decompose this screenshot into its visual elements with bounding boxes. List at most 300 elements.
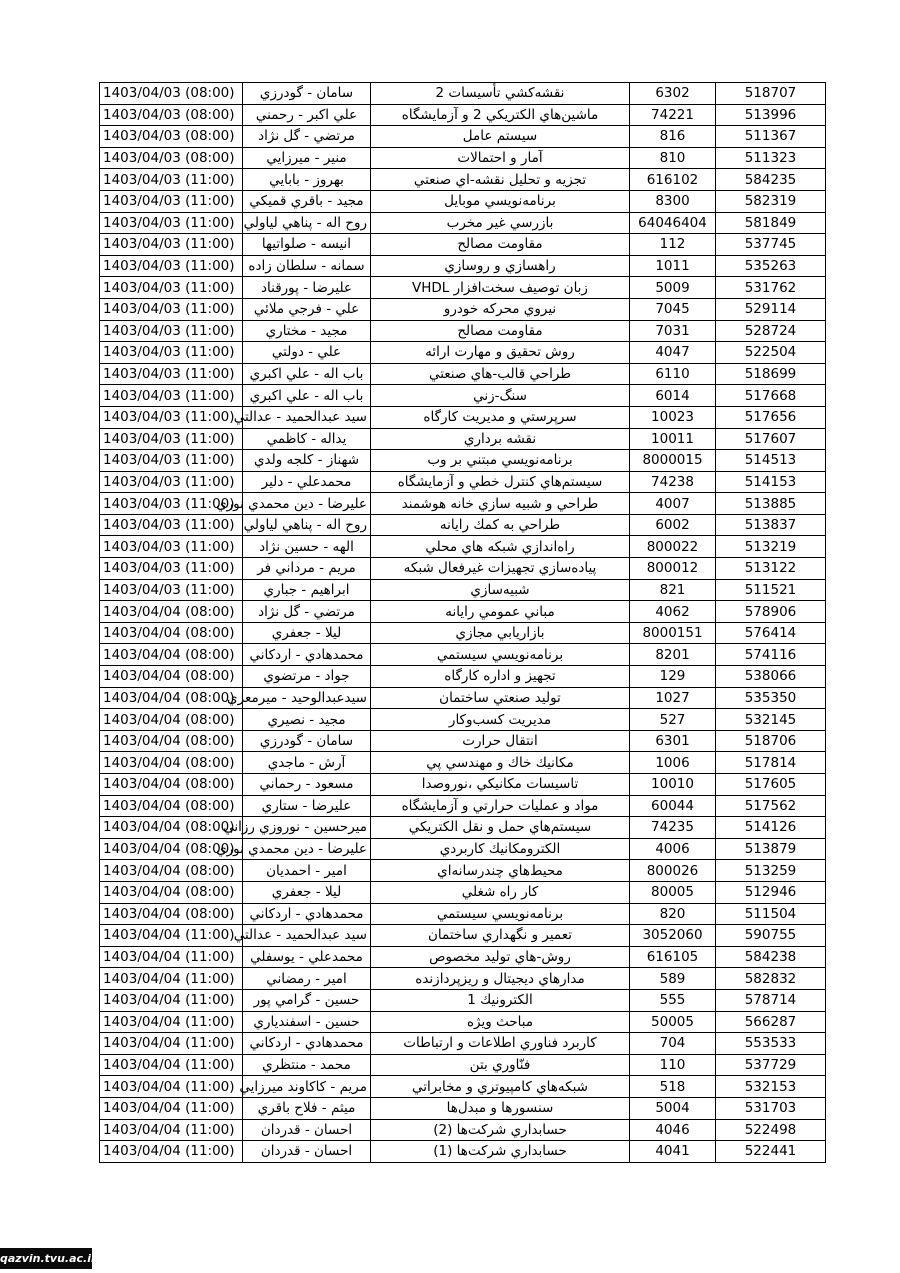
course-name-cell: تجهيز و اداره كارگاه xyxy=(371,666,630,688)
teacher-cell: علي اكبر - رحمني xyxy=(243,104,371,126)
course-id-cell: 584235 xyxy=(716,169,826,191)
teacher-cell: مرتضي - گل نژاد xyxy=(243,126,371,148)
course-name-cell: برنامه‌نويسي مبتني بر وب xyxy=(371,450,630,472)
table-row xyxy=(100,147,826,169)
table-row xyxy=(100,644,826,666)
course-code-cell: 8201 xyxy=(630,644,716,666)
table-row xyxy=(100,601,826,623)
course-name-cell: زبان توصيف سخت‌افزار VHDL xyxy=(371,277,630,299)
course-code-cell: 8000015 xyxy=(630,450,716,472)
exam-time-cell: 1403/04/03 (11:00) xyxy=(100,320,243,342)
course-name-cell: نيروي محركه خودرو xyxy=(371,298,630,320)
course-name-cell: توليد صنعتي ساختمان xyxy=(371,687,630,709)
exam-time-cell: 1403/04/04 (08:00) xyxy=(100,752,243,774)
exam-time-cell: 1403/04/04 (11:00) xyxy=(100,1054,243,1076)
teacher-cell: ليلا - جعفري xyxy=(243,622,371,644)
exam-time-cell: 1403/04/03 (11:00) xyxy=(100,493,243,515)
teacher-cell: شهناز - كلجه ولدي xyxy=(243,450,371,472)
course-code-cell: 589 xyxy=(630,968,716,990)
table-row xyxy=(100,1076,826,1098)
course-name-cell: برنامه‌نويسي سيستمي xyxy=(371,644,630,666)
course-id-cell: 511504 xyxy=(716,903,826,925)
exam-time-cell: 1403/04/03 (11:00) xyxy=(100,298,243,320)
course-code-cell: 8000151 xyxy=(630,622,716,644)
course-name-cell: بازاريابي مجازي xyxy=(371,622,630,644)
course-id-cell: 513837 xyxy=(716,514,826,536)
course-code-cell: 4062 xyxy=(630,601,716,623)
table-row xyxy=(100,774,826,796)
course-code-cell: 74238 xyxy=(630,471,716,493)
course-name-cell: محيط‌هاي چندرسانه‌اي xyxy=(371,860,630,882)
exam-time-cell: 1403/04/03 (11:00) xyxy=(100,385,243,407)
teacher-cell: عليرضا - دين محمدي نوري xyxy=(243,838,371,860)
course-code-cell: 74235 xyxy=(630,817,716,839)
table-row xyxy=(100,989,826,1011)
table-row xyxy=(100,385,826,407)
course-id-cell: 535263 xyxy=(716,255,826,277)
course-name-cell: مكانيك خاك و مهندسي پي xyxy=(371,752,630,774)
table-row xyxy=(100,514,826,536)
exam-time-cell: 1403/04/03 (11:00) xyxy=(100,536,243,558)
course-id-cell: 590755 xyxy=(716,925,826,947)
course-code-cell: 1006 xyxy=(630,752,716,774)
course-id-cell: 578906 xyxy=(716,601,826,623)
teacher-cell: باب اله - علي اكبري xyxy=(243,363,371,385)
course-code-cell: 4046 xyxy=(630,1119,716,1141)
course-name-cell: روش تحقيق و مهارت ارائه xyxy=(371,342,630,364)
exam-time-cell: 1403/04/04 (11:00) xyxy=(100,968,243,990)
course-name-cell: انتقال حرارت xyxy=(371,730,630,752)
course-id-cell: 528724 xyxy=(716,320,826,342)
table-row xyxy=(100,298,826,320)
teacher-cell: علي - فرجي ملائي xyxy=(243,298,371,320)
course-code-cell: 129 xyxy=(630,666,716,688)
course-id-cell: 532153 xyxy=(716,1076,826,1098)
exam-time-cell: 1403/04/04 (08:00) xyxy=(100,774,243,796)
course-code-cell: 800012 xyxy=(630,558,716,580)
table-row xyxy=(100,838,826,860)
course-id-cell: 511521 xyxy=(716,579,826,601)
exam-time-cell: 1403/04/04 (11:00) xyxy=(100,925,243,947)
course-name-cell: تاسيسات مكانيكي ،نوروصدا xyxy=(371,774,630,796)
table-row xyxy=(100,752,826,774)
course-name-cell: تجزيه و تحليل نقشه-اي صنعتي xyxy=(371,169,630,191)
table-row xyxy=(100,946,826,968)
course-name-cell: نقشه‌کشي تأسيسات 2 xyxy=(371,83,630,105)
exam-time-cell: 1403/04/03 (11:00) xyxy=(100,342,243,364)
exam-time-cell: 1403/04/04 (08:00) xyxy=(100,860,243,882)
course-code-cell: 6110 xyxy=(630,363,716,385)
course-code-cell: 6014 xyxy=(630,385,716,407)
course-code-cell: 800022 xyxy=(630,536,716,558)
table-row xyxy=(100,320,826,342)
course-id-cell: 517656 xyxy=(716,406,826,428)
teacher-cell: الهه - حسين نژاد xyxy=(243,536,371,558)
course-name-cell: تعمير و نگهداري ساختمان xyxy=(371,925,630,947)
course-name-cell: سرپرستي و مديريت كارگاه xyxy=(371,406,630,428)
table-row xyxy=(100,471,826,493)
table-row xyxy=(100,666,826,688)
teacher-cell: مسعود - رحماني xyxy=(243,774,371,796)
exam-time-cell: 1403/04/03 (11:00) xyxy=(100,277,243,299)
table-row xyxy=(100,1097,826,1119)
course-name-cell: فنّاوري بتن xyxy=(371,1054,630,1076)
teacher-cell: باب اله - علي اكبري xyxy=(243,385,371,407)
teacher-cell: عليرضا - پورقناد xyxy=(243,277,371,299)
table-row xyxy=(100,1011,826,1033)
course-code-cell: 820 xyxy=(630,903,716,925)
teacher-cell: محمدهادي - اردكاني xyxy=(243,644,371,666)
teacher-cell: ابراهيم - جباري xyxy=(243,579,371,601)
teacher-cell: امير - احمديان xyxy=(243,860,371,882)
course-id-cell: 522441 xyxy=(716,1141,826,1163)
exam-time-cell: 1403/04/03 (08:00) xyxy=(100,147,243,169)
course-code-cell: 60044 xyxy=(630,795,716,817)
course-id-cell: 531762 xyxy=(716,277,826,299)
table-row xyxy=(100,730,826,752)
course-code-cell: 527 xyxy=(630,709,716,731)
site-logo: qazvin.tvu.ac.ir xyxy=(0,1248,92,1269)
table-row xyxy=(100,406,826,428)
course-id-cell: 576414 xyxy=(716,622,826,644)
teacher-cell: روح اله - پناهي لياولي xyxy=(243,212,371,234)
table-row xyxy=(100,709,826,731)
teacher-cell: جواد - مرتضوي xyxy=(243,666,371,688)
course-id-cell: 578714 xyxy=(716,989,826,1011)
course-id-cell: 522504 xyxy=(716,342,826,364)
course-name-cell: مباني عمومي رايانه xyxy=(371,601,630,623)
exam-time-cell: 1403/04/04 (11:00) xyxy=(100,1076,243,1098)
course-id-cell: 522498 xyxy=(716,1119,826,1141)
course-name-cell: كاربرد فناوري اطلاعات و ارتباطات xyxy=(371,1033,630,1055)
course-id-cell: 553533 xyxy=(716,1033,826,1055)
teacher-cell: مجيد - باقري قميكي xyxy=(243,190,371,212)
course-code-cell: 616102 xyxy=(630,169,716,191)
course-name-cell: مدارهاي ديجيتال و ريزپردازنده xyxy=(371,968,630,990)
course-id-cell: 581849 xyxy=(716,212,826,234)
course-name-cell: راهسازي و روسازي xyxy=(371,255,630,277)
course-name-cell: شبكه‌هاي كامپيوتري و مخابراتي xyxy=(371,1076,630,1098)
teacher-cell: سامان - گودرزي xyxy=(243,83,371,105)
exam-time-cell: 1403/04/03 (11:00) xyxy=(100,255,243,277)
course-id-cell: 513885 xyxy=(716,493,826,515)
exam-time-cell: 1403/04/04 (08:00) xyxy=(100,601,243,623)
exam-time-cell: 1403/04/03 (11:00) xyxy=(100,450,243,472)
teacher-cell: سيدعبدالوحيد - ميرمعزي xyxy=(243,687,371,709)
teacher-cell: مريم - مرداني فر xyxy=(243,558,371,580)
course-code-cell: 1011 xyxy=(630,255,716,277)
course-code-cell: 4007 xyxy=(630,493,716,515)
exam-time-cell: 1403/04/04 (08:00) xyxy=(100,795,243,817)
teacher-cell: محمد - منتظري xyxy=(243,1054,371,1076)
exam-time-cell: 1403/04/04 (08:00) xyxy=(100,838,243,860)
course-id-cell: 531703 xyxy=(716,1097,826,1119)
table-row xyxy=(100,104,826,126)
exam-time-cell: 1403/04/03 (11:00) xyxy=(100,428,243,450)
course-name-cell: طراحي و شبيه سازي خانه هوشمند xyxy=(371,493,630,515)
table-row xyxy=(100,1033,826,1055)
course-name-cell: پياده‌سازي تجهيزات غيرفعال شبكه xyxy=(371,558,630,580)
teacher-cell: محمدعلي - يوسفلي xyxy=(243,946,371,968)
course-name-cell: طراحي به كمك رايانه xyxy=(371,514,630,536)
course-code-cell: 810 xyxy=(630,147,716,169)
exam-time-cell: 1403/04/04 (11:00) xyxy=(100,1119,243,1141)
exam-time-cell: 1403/04/04 (11:00) xyxy=(100,1033,243,1055)
course-id-cell: 517562 xyxy=(716,795,826,817)
course-id-cell: 517668 xyxy=(716,385,826,407)
course-id-cell: 514513 xyxy=(716,450,826,472)
course-code-cell: 555 xyxy=(630,989,716,1011)
table-row xyxy=(100,83,826,105)
exam-time-cell: 1403/04/03 (11:00) xyxy=(100,579,243,601)
teacher-cell: مجيد - نصيري xyxy=(243,709,371,731)
course-id-cell: 582832 xyxy=(716,968,826,990)
teacher-cell: سيد عبدالحميد - عدالتي xyxy=(243,925,371,947)
course-name-cell: مقاومت مصالح xyxy=(371,320,630,342)
course-id-cell: 517605 xyxy=(716,774,826,796)
course-code-cell: 74221 xyxy=(630,104,716,126)
course-code-cell: 7031 xyxy=(630,320,716,342)
exam-time-cell: 1403/04/03 (08:00) xyxy=(100,126,243,148)
course-id-cell: 511323 xyxy=(716,147,826,169)
exam-time-cell: 1403/04/04 (08:00) xyxy=(100,881,243,903)
exam-time-cell: 1403/04/03 (08:00) xyxy=(100,104,243,126)
table-row xyxy=(100,860,826,882)
teacher-cell: ميرحسين - نوروزي رزاني xyxy=(243,817,371,839)
course-id-cell: 538066 xyxy=(716,666,826,688)
course-name-cell: كار راه شغلي xyxy=(371,881,630,903)
course-name-cell: برنامه‌نويسي موبايل xyxy=(371,190,630,212)
exam-time-cell: 1403/04/04 (08:00) xyxy=(100,687,243,709)
course-name-cell: سيستم عامل xyxy=(371,126,630,148)
exam-time-cell: 1403/04/04 (08:00) xyxy=(100,709,243,731)
course-id-cell: 512946 xyxy=(716,881,826,903)
course-id-cell: 517814 xyxy=(716,752,826,774)
table-row xyxy=(100,277,826,299)
course-name-cell: الكترومكانيك كاربردي xyxy=(371,838,630,860)
course-id-cell: 513219 xyxy=(716,536,826,558)
course-code-cell: 821 xyxy=(630,579,716,601)
table-row xyxy=(100,450,826,472)
course-code-cell: 6302 xyxy=(630,83,716,105)
table-row xyxy=(100,234,826,256)
course-id-cell: 518699 xyxy=(716,363,826,385)
course-name-cell: سنگ-زني xyxy=(371,385,630,407)
course-name-cell: ماشين‌هاي الكتريكي 2 و آزمايشگاه xyxy=(371,104,630,126)
course-name-cell: مواد و عمليات حرارتي و آزمايشگاه xyxy=(371,795,630,817)
teacher-cell: حسين - اسفندياري xyxy=(243,1011,371,1033)
course-id-cell: 529114 xyxy=(716,298,826,320)
table-row xyxy=(100,795,826,817)
table-row xyxy=(100,687,826,709)
course-name-cell: نقشه برداري xyxy=(371,428,630,450)
course-code-cell: 4041 xyxy=(630,1141,716,1163)
exam-time-cell: 1403/04/03 (11:00) xyxy=(100,234,243,256)
exam-schedule-table xyxy=(99,82,826,1163)
course-code-cell: 6002 xyxy=(630,514,716,536)
course-id-cell: 513259 xyxy=(716,860,826,882)
teacher-cell: آرش - ماجدي xyxy=(243,752,371,774)
teacher-cell: حسين - گرامي پور xyxy=(243,989,371,1011)
teacher-cell: منير - ميرزايي xyxy=(243,147,371,169)
course-name-cell: سيستم‌هاي كنترل خطي و آزمايشگاه xyxy=(371,471,630,493)
table-row xyxy=(100,1054,826,1076)
table-row xyxy=(100,1141,826,1163)
course-name-cell: مباحث ويژه xyxy=(371,1011,630,1033)
course-code-cell: 8300 xyxy=(630,190,716,212)
course-id-cell: 566287 xyxy=(716,1011,826,1033)
course-name-cell: الكترونيك 1 xyxy=(371,989,630,1011)
course-code-cell: 7045 xyxy=(630,298,716,320)
table-row xyxy=(100,342,826,364)
exam-time-cell: 1403/04/04 (08:00) xyxy=(100,622,243,644)
course-code-cell: 704 xyxy=(630,1033,716,1055)
course-id-cell: 513122 xyxy=(716,558,826,580)
table-row xyxy=(100,169,826,191)
teacher-cell: علي - دولتي xyxy=(243,342,371,364)
course-id-cell: 537745 xyxy=(716,234,826,256)
teacher-cell: ميثم - فلاح باقري xyxy=(243,1097,371,1119)
course-code-cell: 3052060 xyxy=(630,925,716,947)
course-code-cell: 1027 xyxy=(630,687,716,709)
table-row xyxy=(100,255,826,277)
table-row xyxy=(100,190,826,212)
course-id-cell: 514153 xyxy=(716,471,826,493)
course-name-cell: راه‌اندازي شبكه هاي محلي xyxy=(371,536,630,558)
course-name-cell: سيستم‌هاي حمل و نقل الكتريكي xyxy=(371,817,630,839)
course-code-cell: 10011 xyxy=(630,428,716,450)
table-row xyxy=(100,968,826,990)
course-name-cell: بازرسي غير مخرب xyxy=(371,212,630,234)
course-name-cell: مقاومت مصالح xyxy=(371,234,630,256)
course-id-cell: 518707 xyxy=(716,83,826,105)
course-name-cell: حسابداري شركت‌ها (2) xyxy=(371,1119,630,1141)
exam-time-cell: 1403/04/03 (11:00) xyxy=(100,514,243,536)
course-code-cell: 50005 xyxy=(630,1011,716,1033)
course-code-cell: 5004 xyxy=(630,1097,716,1119)
exam-time-cell: 1403/04/03 (11:00) xyxy=(100,406,243,428)
teacher-cell: عليرضا - ستاري xyxy=(243,795,371,817)
course-code-cell: 616105 xyxy=(630,946,716,968)
table-row xyxy=(100,1119,826,1141)
exam-time-cell: 1403/04/04 (08:00) xyxy=(100,903,243,925)
course-id-cell: 518706 xyxy=(716,730,826,752)
exam-time-cell: 1403/04/03 (11:00) xyxy=(100,212,243,234)
course-code-cell: 4047 xyxy=(630,342,716,364)
exam-time-cell: 1403/04/03 (11:00) xyxy=(100,190,243,212)
exam-time-cell: 1403/04/04 (11:00) xyxy=(100,1141,243,1163)
course-code-cell: 112 xyxy=(630,234,716,256)
teacher-cell: يداله - كاظمي xyxy=(243,428,371,450)
course-id-cell: 511367 xyxy=(716,126,826,148)
teacher-cell: مريم - كاكاوند ميرزايي xyxy=(243,1076,371,1098)
course-code-cell: 816 xyxy=(630,126,716,148)
teacher-cell: محمدهادي - اردكاني xyxy=(243,903,371,925)
course-name-cell: آمار و احتمالات xyxy=(371,147,630,169)
teacher-cell: امير - رمضاني xyxy=(243,968,371,990)
exam-time-cell: 1403/04/03 (11:00) xyxy=(100,471,243,493)
table-row xyxy=(100,817,826,839)
course-id-cell: 584238 xyxy=(716,946,826,968)
exam-time-cell: 1403/04/04 (08:00) xyxy=(100,817,243,839)
course-id-cell: 513879 xyxy=(716,838,826,860)
exam-time-cell: 1403/04/04 (08:00) xyxy=(100,644,243,666)
teacher-cell: محمدهادي - اردكاني xyxy=(243,1033,371,1055)
table-row xyxy=(100,536,826,558)
teacher-cell: عليرضا - دين محمدي نوري xyxy=(243,493,371,515)
course-id-cell: 574116 xyxy=(716,644,826,666)
course-code-cell: 518 xyxy=(630,1076,716,1098)
teacher-cell: مرتضي - گل نژاد xyxy=(243,601,371,623)
course-id-cell: 535350 xyxy=(716,687,826,709)
teacher-cell: احسان - قدردان xyxy=(243,1141,371,1163)
course-code-cell: 6301 xyxy=(630,730,716,752)
exam-time-cell: 1403/04/03 (11:00) xyxy=(100,169,243,191)
course-code-cell: 64046404 xyxy=(630,212,716,234)
course-code-cell: 110 xyxy=(630,1054,716,1076)
course-id-cell: 532145 xyxy=(716,709,826,731)
table-row xyxy=(100,925,826,947)
teacher-cell: سيد عبدالحميد - عدالتي xyxy=(243,406,371,428)
course-name-cell: سنسورها و مبدل‌ها xyxy=(371,1097,630,1119)
teacher-cell: سمانه - سلطان زاده xyxy=(243,255,371,277)
table-row xyxy=(100,881,826,903)
course-code-cell: 10023 xyxy=(630,406,716,428)
table-row xyxy=(100,558,826,580)
teacher-cell: احسان - قدردان xyxy=(243,1119,371,1141)
course-id-cell: 537729 xyxy=(716,1054,826,1076)
course-name-cell: مديريت كسب‌وكار xyxy=(371,709,630,731)
course-code-cell: 5009 xyxy=(630,277,716,299)
teacher-cell: بهروز - بابايي xyxy=(243,169,371,191)
course-id-cell: 513996 xyxy=(716,104,826,126)
exam-time-cell: 1403/04/04 (11:00) xyxy=(100,1011,243,1033)
teacher-cell: مجيد - مختاري xyxy=(243,320,371,342)
course-code-cell: 80005 xyxy=(630,881,716,903)
teacher-cell: انيسه - صلواتيها xyxy=(243,234,371,256)
teacher-cell: ليلا - جعفري xyxy=(243,881,371,903)
exam-time-cell: 1403/04/03 (08:00) xyxy=(100,83,243,105)
table-row xyxy=(100,428,826,450)
table-row xyxy=(100,493,826,515)
exam-time-cell: 1403/04/04 (08:00) xyxy=(100,730,243,752)
course-id-cell: 582319 xyxy=(716,190,826,212)
exam-time-cell: 1403/04/04 (11:00) xyxy=(100,1097,243,1119)
exam-time-cell: 1403/04/03 (11:00) xyxy=(100,558,243,580)
course-id-cell: 517607 xyxy=(716,428,826,450)
table-row xyxy=(100,363,826,385)
course-name-cell: روش-هاي توليد مخصوص xyxy=(371,946,630,968)
table-row xyxy=(100,126,826,148)
course-id-cell: 514126 xyxy=(716,817,826,839)
course-name-cell: برنامه‌نويسي سيستمي xyxy=(371,903,630,925)
course-name-cell: شبيه‌سازي xyxy=(371,579,630,601)
exam-time-cell: 1403/04/04 (11:00) xyxy=(100,946,243,968)
table-row xyxy=(100,212,826,234)
course-name-cell: حسابداري شركت‌ها (1) xyxy=(371,1141,630,1163)
exam-time-cell: 1403/04/04 (11:00) xyxy=(100,989,243,1011)
table-row xyxy=(100,622,826,644)
course-code-cell: 800026 xyxy=(630,860,716,882)
course-code-cell: 4006 xyxy=(630,838,716,860)
teacher-cell: محمدعلي - دلير xyxy=(243,471,371,493)
teacher-cell: سامان - گودرزي xyxy=(243,730,371,752)
teacher-cell: روح اله - پناهي لياولي xyxy=(243,514,371,536)
table-row xyxy=(100,903,826,925)
exam-time-cell: 1403/04/04 (08:00) xyxy=(100,666,243,688)
exam-time-cell: 1403/04/03 (11:00) xyxy=(100,363,243,385)
course-code-cell: 10010 xyxy=(630,774,716,796)
